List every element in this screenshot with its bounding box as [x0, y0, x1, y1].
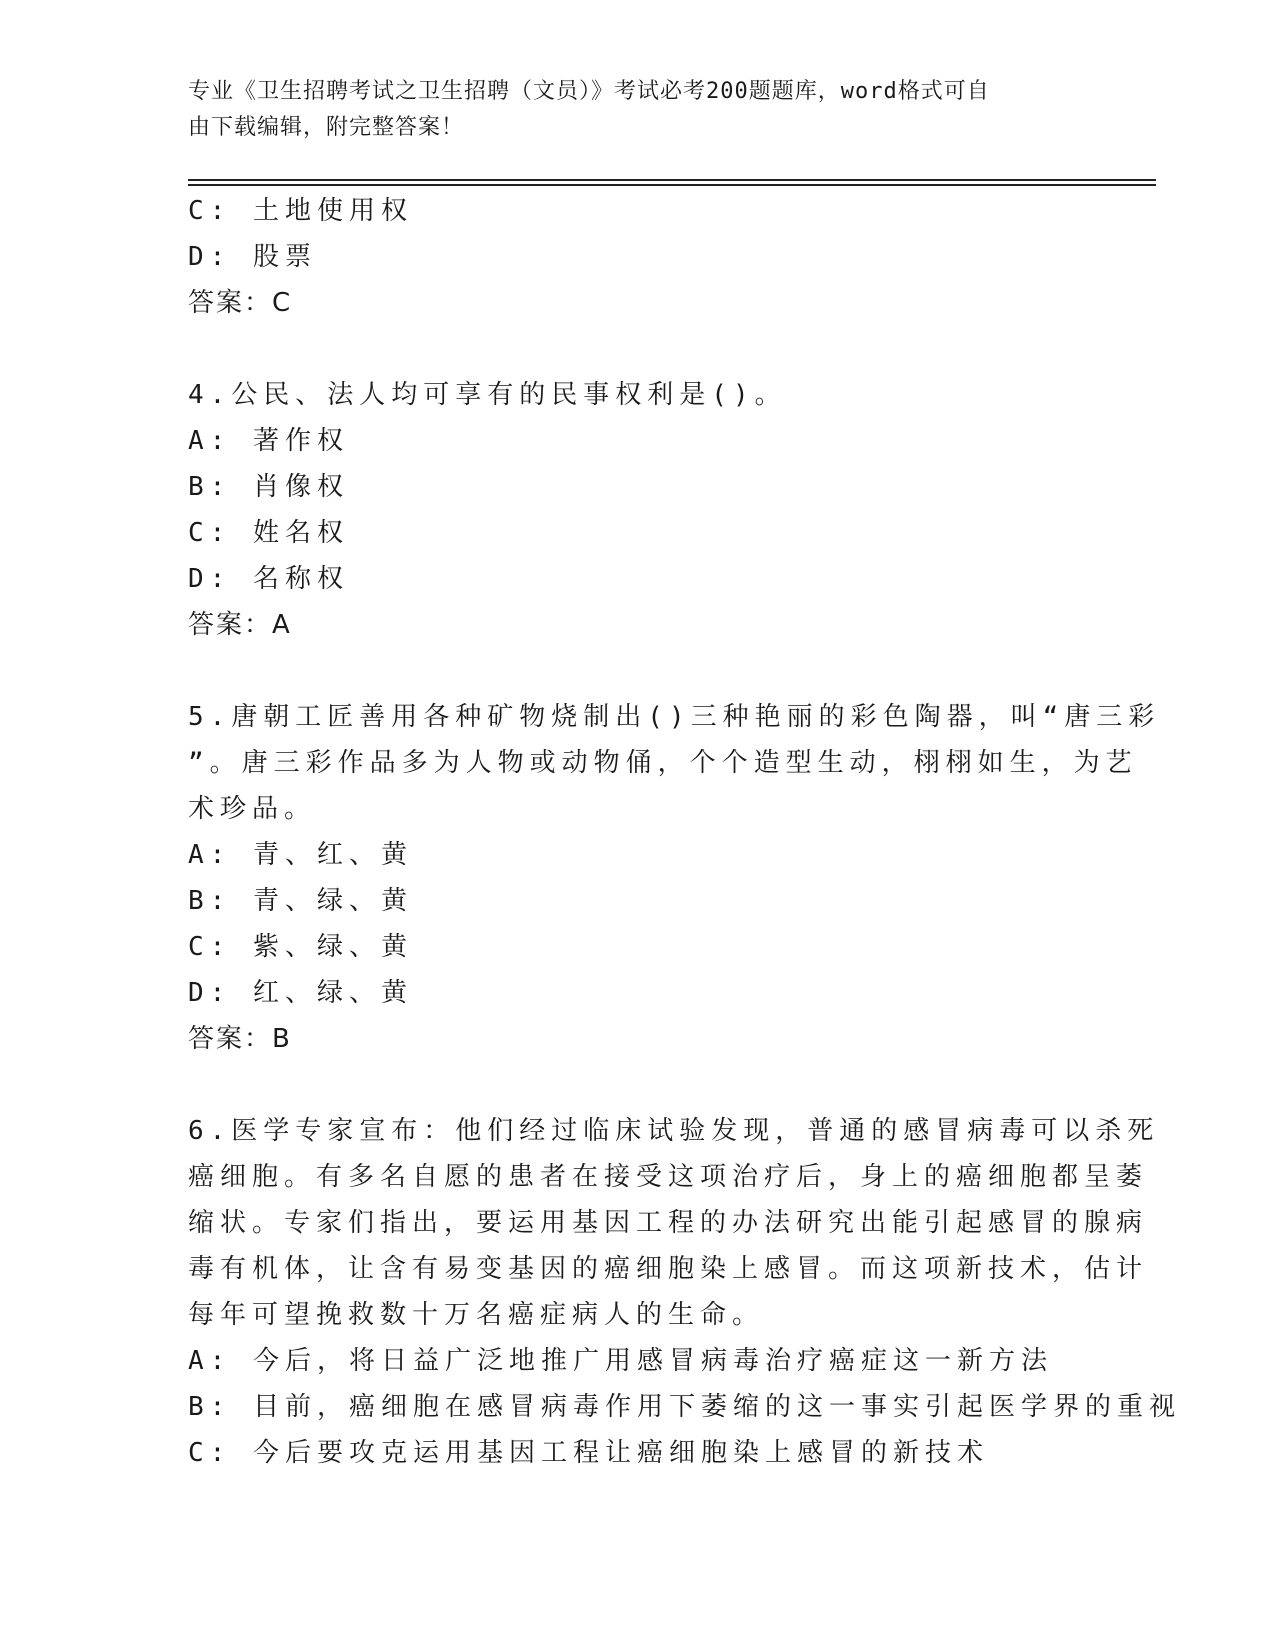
q6-option-a: A: 今后，将日益广泛地推广用感冒病毒治疗癌症这一新方法 [188, 1346, 1053, 1376]
header-line-2: 由下载编辑，附完整答案！ [188, 115, 465, 140]
question-4 [188, 372, 1088, 648]
spacer [188, 326, 1088, 372]
q5-option-d: D: 红、绿、黄 [188, 978, 413, 1008]
q6-stem-line-3: 缩状。专家们指出，要运用基因工程的办法研究出能引起感冒的腺病 [188, 1208, 1149, 1238]
q5-stem-line-3: 术珍品。 [188, 794, 317, 824]
q5-answer: 答案：B [188, 1024, 292, 1054]
question-6 [188, 1108, 1181, 1476]
q3-option-d: D: 股票 [188, 242, 317, 272]
q4-option-a: A: 著作权 [188, 426, 349, 456]
question-5 [188, 694, 1161, 1062]
spacer [188, 1062, 1088, 1108]
q6-stem-line-4: 毒有机体，让含有易变基因的癌细胞染上感冒。而这项新技术，估计 [188, 1254, 1149, 1284]
q6-option-c: C: 今后要攻克运用基因工程让癌细胞染上感冒的新技术 [188, 1438, 989, 1468]
q4-option-b: B: 肖像权 [188, 472, 349, 502]
q6-stem-line-5: 每年可望挽救数十万名癌症病人的生命。 [188, 1300, 765, 1330]
q6-stem-line-2: 癌细胞。有多名自愿的患者在接受这项治疗后，身上的癌细胞都呈萎 [188, 1162, 1149, 1192]
q4-option-c: C: 姓名权 [188, 518, 349, 548]
q4-answer: 答案：A [188, 610, 292, 640]
q6-option-b: B: 目前，癌细胞在感冒病毒作用下萎缩的这一事实引起医学界的重视 [188, 1392, 1181, 1422]
q4-option-d: D: 名称权 [188, 564, 349, 594]
q5-stem-line-1: 5.唐朝工匠善用各种矿物烧制出()三种艳丽的彩色陶器，叫“唐三彩 [188, 702, 1161, 732]
document-header [188, 74, 1088, 146]
header-line-1: 专业《卫生招聘考试之卫生招聘（文员）》考试必考200题题库，word格式可自 [188, 79, 990, 104]
q6-stem-line-1: 6.医学专家宣布：他们经过临床试验发现，普通的感冒病毒可以杀死 [188, 1116, 1160, 1146]
q5-option-c: C: 紫、绿、黄 [188, 932, 413, 962]
document-body [188, 188, 1181, 1476]
header-divider-top [188, 179, 1156, 181]
q4-stem: 4.公民、法人均可享有的民事权利是()。 [188, 380, 787, 410]
header-divider-bottom [188, 184, 1156, 186]
q3-answer: 答案：C [188, 288, 293, 318]
question-3 [188, 188, 1088, 326]
q5-option-a: A: 青、红、黄 [188, 840, 413, 870]
spacer [188, 648, 1088, 694]
q5-stem-line-2: ”。唐三彩作品多为人物或动物俑，个个造型生动，栩栩如生，为艺 [188, 748, 1138, 778]
q3-option-c: C: 土地使用权 [188, 196, 413, 226]
q5-option-b: B: 青、绿、黄 [188, 886, 413, 916]
